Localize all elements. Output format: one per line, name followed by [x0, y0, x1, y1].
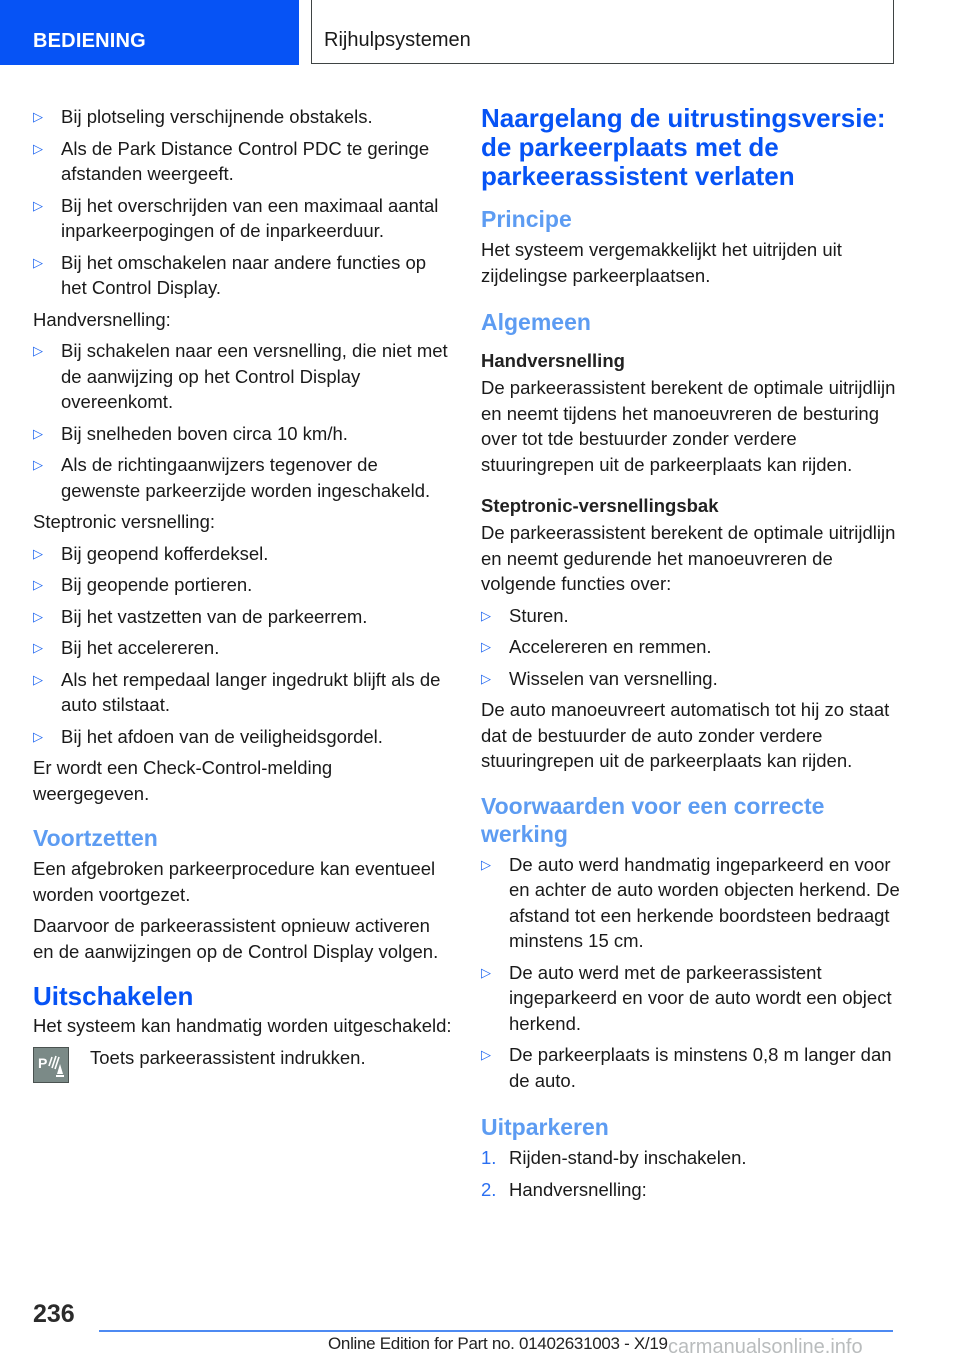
list-item: ▷ Bij het vastzetten van de parkeerrem. [33, 604, 453, 630]
chapter-header [311, 0, 894, 64]
list-item: ▷ Wisselen van versnelling. [481, 666, 901, 692]
triangle-bullet-icon: ▷ [33, 640, 43, 655]
numbered-step: 2. Handversnelling: [481, 1178, 647, 1200]
triangle-bullet-icon: ▷ [33, 343, 43, 358]
instruction-text: Toets parkeerassistent indrukken. [90, 1046, 366, 1068]
triangle-bullet-icon: ▷ [33, 671, 43, 687]
algemeen-heading: Algemeen [481, 309, 591, 335]
section-heading: Naargelang de uitrustingsversie: de parkeerplaats met de parkeerassistent verlaten [481, 103, 886, 191]
triangle-bullet-icon: ▷ [33, 545, 43, 561]
page-number: 236 [33, 1300, 75, 1328]
uitparkeren-heading: Uitparkeren [481, 1114, 609, 1140]
section-title: BEDIENING [33, 30, 146, 52]
paragraph: De parkeerassistent berekent de optimale uitrijdlijn en neemt tijdens het manoeuvreren de besturing over tot tde bestuurder zonder verdere stuuringrepen uit de parkeerplaats kan rijden. [481, 377, 896, 475]
triangle-bullet-icon: ▷ [481, 639, 491, 654]
chapter-title: Rijhulpsystemen [324, 29, 471, 51]
triangle-bullet-icon: ▷ [33, 197, 43, 213]
triangle-bullet-icon: ▷ [481, 856, 491, 872]
principe-heading: Principe [481, 206, 572, 232]
triangle-bullet-icon: ▷ [33, 608, 43, 624]
list-item: ▷ Bij het overschrijden van een maximaal aantal inparkeerpogingen of de inparkeerduur. [33, 194, 439, 241]
list-item: ▷ Bij geopende portieren. [33, 572, 453, 598]
list-item: ▷ Als de richtingaanwijzers tegenover de gewenste parkeerzijde worden ingeschakeld. [33, 454, 431, 501]
paragraph: Een afgebroken parkeerprocedure kan eventueel worden voortgezet. [33, 858, 436, 905]
park-assist-button-icon [33, 1047, 69, 1083]
triangle-bullet-icon: ▷ [481, 964, 491, 980]
right-column [481, 104, 901, 1208]
triangle-bullet-icon: ▷ [481, 607, 491, 623]
footer-divider [99, 1330, 893, 1332]
watermark: carmanualsonline.info [668, 1336, 863, 1358]
list-item: ▷ Accelereren en remmen. [481, 634, 901, 660]
triangle-bullet-icon: ▷ [33, 577, 43, 592]
list-item: ▷ De auto werd met de parkeerassistent ingeparkeerd en voor de auto wordt een object herkend. [481, 961, 892, 1034]
edition-text: Online Edition for Part no. 01402631003 - X/19 [328, 1334, 668, 1353]
list-item: ▷ Bij geopend kofferdeksel. [33, 541, 453, 567]
paragraph: De auto manoeuvreert automatisch tot hij zo staat dat de bestuurder de auto zonder verdere stuuringrepen uit de parkeerplaats kan rijden. [481, 699, 890, 771]
numbered-step: 1. Rijden-stand-by inschakelen. [481, 1147, 747, 1168]
triangle-bullet-icon: ▷ [33, 109, 43, 124]
list-item: ▷ Bij snelheden boven circa 10 km/h. [33, 421, 453, 447]
triangle-bullet-icon: ▷ [33, 254, 43, 270]
paragraph: Het systeem vergemakkelijkt het uitrijden uit zijdelingse parkeerplaatsen. [481, 239, 842, 286]
triangle-bullet-icon: ▷ [33, 425, 43, 441]
paragraph: Daarvoor de parkeerassistent opnieuw activeren en de aanwijzingen op de Control Display volgen. [33, 915, 439, 962]
manual-subheading: Handversnelling [481, 350, 625, 371]
triangle-bullet-icon: ▷ [33, 140, 43, 156]
paragraph: Het systeem kan handmatig worden uitgeschakeld: [33, 1015, 452, 1036]
list-item: ▷ Sturen. [481, 603, 901, 629]
list-item: ▷ De parkeerplaats is minstens 0,8 m langer dan de auto. [481, 1044, 892, 1091]
triangle-bullet-icon: ▷ [481, 670, 491, 686]
voorwaarden-heading: Voorwaarden voor een correcte werking [481, 792, 825, 847]
steptronic-subheading: Steptronic-versnellingsbak [481, 495, 719, 516]
list-item: ▷ Bij plotseling verschijnende obstakels. [33, 104, 453, 130]
list-item: ▷ Als de Park Distance Control PDC te geringe afstanden weergeeft. [33, 137, 430, 184]
list-item: ▷ De auto werd handmatig ingeparkeerd en voor en achter de auto worden objecten herkend. De afstand tot een herkende boordsteen bedraagt minstens 15 cm. [481, 853, 900, 951]
svg-text:P: P [38, 1054, 48, 1071]
list-item: ▷ Als het rempedaal langer ingedrukt blijft als de auto stilstaat. [33, 668, 441, 715]
list-item: ▷ Bij schakelen naar een versnelling, die niet met de aanwijzing op het Control Display overeenkomt. [33, 340, 448, 412]
park-assist-instruction [33, 1045, 453, 1085]
list-item: ▷ Bij het accelereren. [33, 635, 453, 661]
triangle-bullet-icon: ▷ [481, 1047, 491, 1062]
uitschakelen-heading: Uitschakelen [33, 981, 194, 1011]
list-item: ▷ Bij het afdoen van de veiligheidsgordel. [33, 724, 453, 750]
triangle-bullet-icon: ▷ [33, 728, 43, 744]
triangle-bullet-icon: ▷ [33, 457, 43, 472]
voortzetten-heading: Voortzetten [33, 825, 158, 851]
steptronic-label: Steptronic versnelling: [33, 511, 216, 532]
check-control-text: Er wordt een Check-Control-melding weergegeven. [33, 757, 333, 804]
left-column [33, 104, 453, 1085]
list-item: ▷ Bij het omschakelen naar andere functies op het Control Display. [33, 251, 427, 298]
manual-label: Handversnelling: [33, 308, 171, 330]
section-tab [0, 0, 299, 65]
paragraph: De parkeerassistent berekent de optimale uitrijdlijn en neemt gedurende het manoeuvreren de volgende functies over: [481, 522, 896, 594]
